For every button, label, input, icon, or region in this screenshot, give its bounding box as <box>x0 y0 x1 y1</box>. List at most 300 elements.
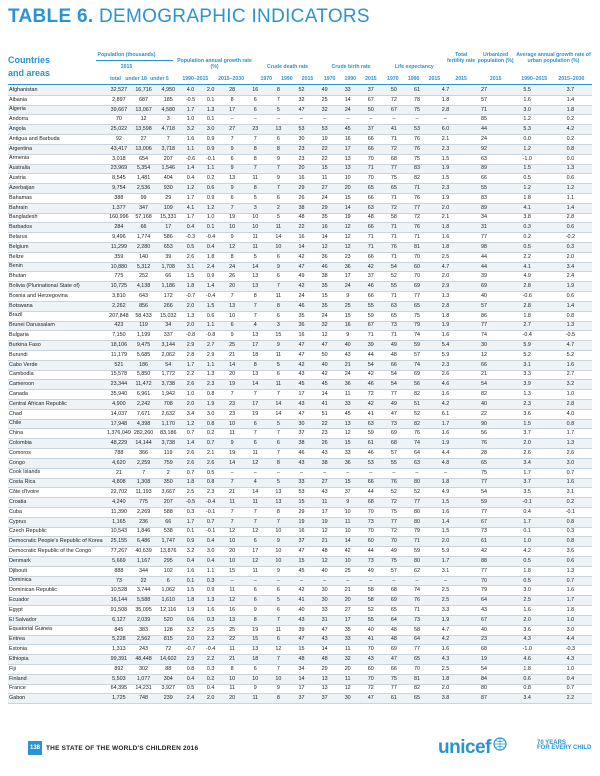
data-cell: 1.4 <box>549 301 592 311</box>
data-cell: 47 <box>313 341 336 351</box>
data-cell: 71 <box>359 164 382 174</box>
total-fertility-header: Total fertility rate <box>447 52 476 64</box>
data-cell: 7 <box>244 390 267 400</box>
data-cell: 3.0 <box>201 125 221 135</box>
data-cell: 80 <box>462 684 505 694</box>
data-cell: – <box>359 115 382 125</box>
data-cell: 6 <box>267 193 290 203</box>
data-cell: 856 <box>131 301 156 311</box>
data-cell: 70 <box>405 272 428 282</box>
data-cell: 24 <box>336 370 359 380</box>
table-row <box>8 301 592 311</box>
data-cell: 1.8 <box>429 478 463 488</box>
data-cell: 8 <box>244 615 267 625</box>
data-cell: 5.9 <box>429 547 463 557</box>
data-cell: 26 <box>290 193 313 203</box>
data-cell: 80 <box>405 478 428 488</box>
data-cell: 0.8 <box>181 664 201 674</box>
data-cell: – <box>313 576 336 586</box>
data-cell: 2.3 <box>429 360 463 370</box>
country-name: Bolivia (Plurinational State of) <box>8 282 107 292</box>
table-row <box>8 625 592 635</box>
data-cell: 0.6 <box>506 674 549 684</box>
data-cell: 8 <box>221 252 244 262</box>
table-row <box>8 586 592 596</box>
data-cell: 282,260 <box>131 429 156 439</box>
data-cell: 11 <box>221 645 244 655</box>
data-cell: 13 <box>336 419 359 429</box>
data-cell: 48 <box>290 655 313 665</box>
data-cell: 44 <box>462 262 505 272</box>
data-cell: 40,639 <box>131 547 156 557</box>
country-name: Colombia <box>8 439 107 449</box>
data-cell: 64,395 <box>107 684 132 694</box>
data-cell: -0.5 <box>181 95 201 105</box>
country-name: Belgium <box>8 243 107 253</box>
data-cell: 66 <box>359 252 382 262</box>
data-cell: 775 <box>131 498 156 508</box>
data-cell: 75 <box>382 674 405 684</box>
data-cell: 11 <box>267 292 290 302</box>
data-cell: 1.8 <box>181 478 201 488</box>
data-cell: 12 <box>462 350 505 360</box>
urbanized-header: Urbanized population (%) <box>477 52 514 64</box>
data-cell: – <box>382 115 405 125</box>
countries-header: Countries <box>8 55 51 65</box>
data-cell: 4,240 <box>107 498 132 508</box>
data-cell: 11 <box>267 223 290 233</box>
data-cell: 654 <box>131 154 156 164</box>
data-cell: 69 <box>462 282 505 292</box>
data-cell: 17 <box>244 547 267 557</box>
data-cell: 888 <box>107 566 132 576</box>
data-cell: 37 <box>336 488 359 498</box>
data-cell: 2,242 <box>131 400 156 410</box>
table-row <box>8 243 592 253</box>
data-cell: 21 <box>336 586 359 596</box>
data-cell: 16,716 <box>131 86 156 95</box>
data-cell: 15,032 <box>156 311 181 321</box>
data-cell: 16 <box>290 527 313 537</box>
table-row <box>8 674 592 684</box>
data-cell: 66 <box>131 223 156 233</box>
data-cell: 2.8 <box>549 400 592 410</box>
data-cell: 2.3 <box>429 184 463 194</box>
data-cell: 73 <box>107 576 132 586</box>
data-cell: 1,942 <box>156 390 181 400</box>
data-cell: 54 <box>462 488 505 498</box>
data-cell: 0.2 <box>201 429 221 439</box>
data-cell: 54 <box>382 380 405 390</box>
data-cell: 3.6 <box>506 409 549 419</box>
data-cell: 3.5 <box>506 488 549 498</box>
data-cell: 0.9 <box>201 193 221 203</box>
data-cell: 65 <box>382 606 405 616</box>
country-name: Benin <box>8 262 107 272</box>
data-cell: 66 <box>382 664 405 674</box>
data-cell: 27 <box>131 135 156 145</box>
data-cell: 12 <box>221 243 244 253</box>
data-cell: 70 <box>382 537 405 547</box>
data-cell: 61 <box>462 537 505 547</box>
data-cell: 14 <box>267 400 290 410</box>
data-cell: 520 <box>156 615 181 625</box>
data-cell: 41 <box>290 596 313 606</box>
data-cell: 40 <box>462 292 505 302</box>
data-cell: 2.6 <box>506 449 549 459</box>
data-cell: 44 <box>462 125 505 135</box>
data-cell: 40 <box>313 566 336 576</box>
data-cell: 17 <box>336 615 359 625</box>
data-cell: 0.7 <box>201 439 221 449</box>
data-cell: 6 <box>244 586 267 596</box>
data-cell: 4.2 <box>429 400 463 410</box>
data-cell: 3.0 <box>506 586 549 596</box>
data-cell: 1.6 <box>429 331 463 341</box>
data-cell: 0.5 <box>181 684 201 694</box>
data-cell: 74 <box>405 360 428 370</box>
data-cell: 65 <box>359 184 382 194</box>
table-row <box>8 517 592 527</box>
data-cell: 23 <box>221 400 244 410</box>
data-cell: 22 <box>462 409 505 419</box>
under5-header: under 5 <box>150 76 169 82</box>
data-cell: 27 <box>221 125 244 135</box>
data-cell: 43 <box>313 635 336 645</box>
country-name: Argentina <box>8 144 107 154</box>
data-cell: 37 <box>359 86 382 95</box>
data-cell: 73 <box>359 517 382 527</box>
data-cell: 24 <box>221 262 244 272</box>
data-cell: 83 <box>405 164 428 174</box>
pop-year-header: 2015 <box>120 64 133 70</box>
data-cell: -0.7 <box>181 645 201 655</box>
data-cell: 1.2 <box>201 203 221 213</box>
data-cell: 77 <box>405 292 428 302</box>
data-cell: 78 <box>405 95 428 105</box>
data-cell: 14 <box>290 674 313 684</box>
data-cell: – <box>221 115 244 125</box>
data-cell: 0.5 <box>506 243 549 253</box>
data-cell: 46 <box>359 282 382 292</box>
data-cell: 16,144 <box>107 596 132 606</box>
data-cell: – <box>244 576 267 586</box>
data-cell: 2.6 <box>429 370 463 380</box>
data-cell: 5,685 <box>131 350 156 360</box>
data-cell: 4.4 <box>429 449 463 459</box>
data-cell: 70 <box>359 174 382 184</box>
data-cell: 3.6 <box>549 547 592 557</box>
data-cell: 284 <box>107 223 132 233</box>
data-cell: 41 <box>359 635 382 645</box>
data-cell: 1.7 <box>429 419 463 429</box>
data-cell: -0.5 <box>181 498 201 508</box>
table-row <box>8 596 592 606</box>
data-cell: 7 <box>267 390 290 400</box>
country-name: Belize <box>8 252 107 262</box>
data-cell: 5.2 <box>506 350 549 360</box>
data-cell: 14 <box>336 203 359 213</box>
data-cell: 1.7 <box>181 213 201 223</box>
data-cell: 140 <box>131 252 156 262</box>
data-cell: 8 <box>267 86 290 95</box>
data-cell: 1.0 <box>181 115 201 125</box>
data-cell: 64 <box>405 449 428 459</box>
data-cell: 4.7 <box>549 341 592 351</box>
data-cell: 1.9 <box>429 439 463 449</box>
data-cell: 73 <box>359 557 382 567</box>
data-cell: 54 <box>382 262 405 272</box>
data-cell: 9,754 <box>107 184 132 194</box>
data-cell: 98 <box>462 243 505 253</box>
data-cell: 2,536 <box>131 184 156 194</box>
data-cell: 2.5 <box>429 586 463 596</box>
data-cell: 0.3 <box>201 615 221 625</box>
data-cell: 2.2 <box>201 635 221 645</box>
data-cell: 13,876 <box>156 547 181 557</box>
data-cell: 65 <box>462 458 505 468</box>
data-cell: 30 <box>290 419 313 429</box>
table-row <box>8 449 592 459</box>
data-cell: 1.3 <box>549 566 592 576</box>
data-cell: 0.7 <box>549 684 592 694</box>
data-cell: 99 <box>131 193 156 203</box>
data-cell: 28 <box>462 449 505 459</box>
data-cell: -0.7 <box>181 292 201 302</box>
anniversary-line-2: FOR EVERY CHILD <box>537 745 592 752</box>
table-row <box>8 262 592 272</box>
data-cell: 6 <box>267 635 290 645</box>
country-name: Bahamas <box>8 193 107 203</box>
data-cell: 75 <box>462 468 505 478</box>
data-cell: 38 <box>313 272 336 282</box>
data-cell: 12 <box>336 684 359 694</box>
table-row <box>8 429 592 439</box>
data-cell: 11,179 <box>107 350 132 360</box>
data-cell: – <box>336 115 359 125</box>
data-cell: 10 <box>221 537 244 547</box>
data-cell: 52 <box>405 488 428 498</box>
data-cell: 30 <box>462 341 505 351</box>
data-cell: 4 <box>244 321 267 331</box>
data-cell: 1.5 <box>201 301 221 311</box>
data-cell: 13 <box>267 125 290 135</box>
life-expectancy-header: Life expectancy <box>394 64 434 70</box>
data-cell: 0.8 <box>201 478 221 488</box>
data-cell: 13 <box>267 498 290 508</box>
data-cell: 9 <box>267 262 290 272</box>
country-name: Belarus <box>8 233 107 243</box>
data-cell: 5.9 <box>429 350 463 360</box>
data-cell: 80 <box>405 507 428 517</box>
data-cell: 52 <box>405 409 428 419</box>
data-cell: 4.1 <box>506 203 549 213</box>
data-cell: 0.4 <box>549 674 592 684</box>
data-cell: 4.1 <box>181 203 201 213</box>
country-name: Gabon <box>8 694 107 704</box>
data-cell: 1.2 <box>506 144 549 154</box>
data-cell: 1.5 <box>429 527 463 537</box>
country-name: Brazil <box>8 311 107 321</box>
data-cell: 3.3 <box>506 370 549 380</box>
country-name: Afghanistan <box>8 86 107 95</box>
data-cell: 33 <box>313 606 336 616</box>
data-cell: 2.8 <box>429 301 463 311</box>
data-cell: 3,718 <box>156 144 181 154</box>
data-cell: 12 <box>313 243 336 253</box>
country-name: Canada <box>8 390 107 400</box>
data-cell: 43 <box>290 615 313 625</box>
data-cell: 14 <box>336 537 359 547</box>
data-cell: 66 <box>156 272 181 282</box>
data-cell: 82 <box>405 390 428 400</box>
data-cell: 2.0 <box>429 537 463 547</box>
data-cell: 6 <box>244 664 267 674</box>
country-name: Bangladesh <box>8 213 107 223</box>
data-cell: 1.6 <box>201 606 221 616</box>
data-cell: 21 <box>221 655 244 665</box>
data-cell: 11 <box>221 684 244 694</box>
data-cell: 2,062 <box>156 350 181 360</box>
data-cell: 2.2 <box>506 252 549 262</box>
data-cell: 3.0 <box>549 458 592 468</box>
country-name: Australia <box>8 164 107 174</box>
data-cell: 36 <box>290 321 313 331</box>
data-cell: 44 <box>359 350 382 360</box>
data-cell: – <box>382 576 405 586</box>
data-cell: 243 <box>131 645 156 655</box>
table-row <box>8 203 592 213</box>
data-cell: -0.8 <box>201 331 221 341</box>
data-cell: 57 <box>382 449 405 459</box>
data-cell: 0.1 <box>181 576 201 586</box>
data-cell: 70 <box>462 576 505 586</box>
data-cell: 8,545 <box>107 174 132 184</box>
data-cell: 22 <box>131 576 156 586</box>
data-cell: 3.0 <box>506 105 549 115</box>
data-cell: 10 <box>221 674 244 684</box>
data-cell: 13 <box>313 684 336 694</box>
data-cell: 1.8 <box>181 282 201 292</box>
data-cell: 2.0 <box>201 694 221 704</box>
data-cell: 5.9 <box>506 341 549 351</box>
data-cell: – <box>267 115 290 125</box>
data-cell: 41 <box>359 409 382 419</box>
data-cell: 44 <box>359 488 382 498</box>
data-cell: 7 <box>221 517 244 527</box>
data-cell: 11 <box>244 174 267 184</box>
data-cell: 17 <box>221 105 244 115</box>
data-cell: 51 <box>313 409 336 419</box>
under18-header: under 18 <box>125 76 147 82</box>
data-cell: 19 <box>244 409 267 419</box>
data-cell: 8 <box>244 144 267 154</box>
data-cell: 6 <box>221 193 244 203</box>
data-cell: 17,948 <box>107 419 132 429</box>
data-cell: 9 <box>221 164 244 174</box>
country-name: Bosnia and Herzegovina <box>8 292 107 302</box>
data-cell: 8 <box>267 144 290 154</box>
data-cell: 10,725 <box>107 282 132 292</box>
data-cell: 40 <box>359 625 382 635</box>
data-cell: 72 <box>382 203 405 213</box>
data-cell: 7 <box>267 184 290 194</box>
data-cell: 71 <box>382 223 405 233</box>
data-cell: 5.3 <box>506 125 549 135</box>
data-cell: 10 <box>267 557 290 567</box>
data-cell: 23,344 <box>107 380 132 390</box>
data-cell: 0.8 <box>506 684 549 694</box>
data-cell: 77 <box>405 645 428 655</box>
data-cell: 6 <box>244 419 267 429</box>
data-cell: 72 <box>405 213 428 223</box>
and-areas-header: and areas <box>8 68 51 78</box>
data-cell: 15 <box>290 557 313 567</box>
data-cell: 14 <box>267 233 290 243</box>
data-cell: 49 <box>359 566 382 576</box>
data-cell: – <box>336 576 359 586</box>
country-name: Dominica <box>8 576 107 586</box>
data-cell: 43 <box>336 350 359 360</box>
data-cell: 99,391 <box>107 655 132 665</box>
data-cell: 1.0 <box>201 213 221 223</box>
data-cell: 304 <box>156 674 181 684</box>
data-cell: 102 <box>156 566 181 576</box>
publication-title: THE STATE OF THE WORLD'S CHILDREN 2016 <box>46 745 199 752</box>
data-cell: 67 <box>359 321 382 331</box>
data-cell: 67 <box>382 105 405 115</box>
data-cell: 24 <box>336 105 359 115</box>
data-cell: 0.6 <box>549 557 592 567</box>
data-cell: 5 <box>267 213 290 223</box>
data-cell: 9 <box>267 154 290 164</box>
data-cell: 32 <box>336 655 359 665</box>
data-cell: 24 <box>290 292 313 302</box>
data-cell: 7 <box>267 449 290 459</box>
data-cell: 52 <box>359 606 382 616</box>
data-cell: 3,018 <box>107 154 132 164</box>
data-cell: 47 <box>382 409 405 419</box>
data-cell: 42 <box>290 282 313 292</box>
data-cell: 39,667 <box>107 105 132 115</box>
data-cell: 47 <box>382 655 405 665</box>
data-cell: 66 <box>359 223 382 233</box>
data-cell: 77 <box>462 566 505 576</box>
data-cell: 2.3 <box>506 400 549 410</box>
data-cell: 82 <box>405 684 428 694</box>
data-cell: – <box>405 468 428 478</box>
data-cell: 1.4 <box>549 203 592 213</box>
data-cell: -0.4 <box>201 645 221 655</box>
data-cell: 11 <box>244 498 267 508</box>
page-number: 138 <box>28 741 42 755</box>
data-cell: 6 <box>244 596 267 606</box>
data-cell: 10 <box>336 507 359 517</box>
data-cell: 37 <box>313 694 336 704</box>
data-cell: 33 <box>336 86 359 95</box>
data-cell: 788 <box>107 449 132 459</box>
country-name: Austria <box>8 174 107 184</box>
growth-1990-2015-header: 1990–2015 <box>182 76 209 82</box>
data-cell: 5 <box>267 596 290 606</box>
data-cell: 9 <box>221 331 244 341</box>
data-cell: 76 <box>405 596 428 606</box>
data-cell: 1,167 <box>131 557 156 567</box>
data-cell: 0.4 <box>181 557 201 567</box>
data-cell: 1.2 <box>181 419 201 429</box>
data-cell: 1.9 <box>429 615 463 625</box>
data-cell: 3.1 <box>549 488 592 498</box>
